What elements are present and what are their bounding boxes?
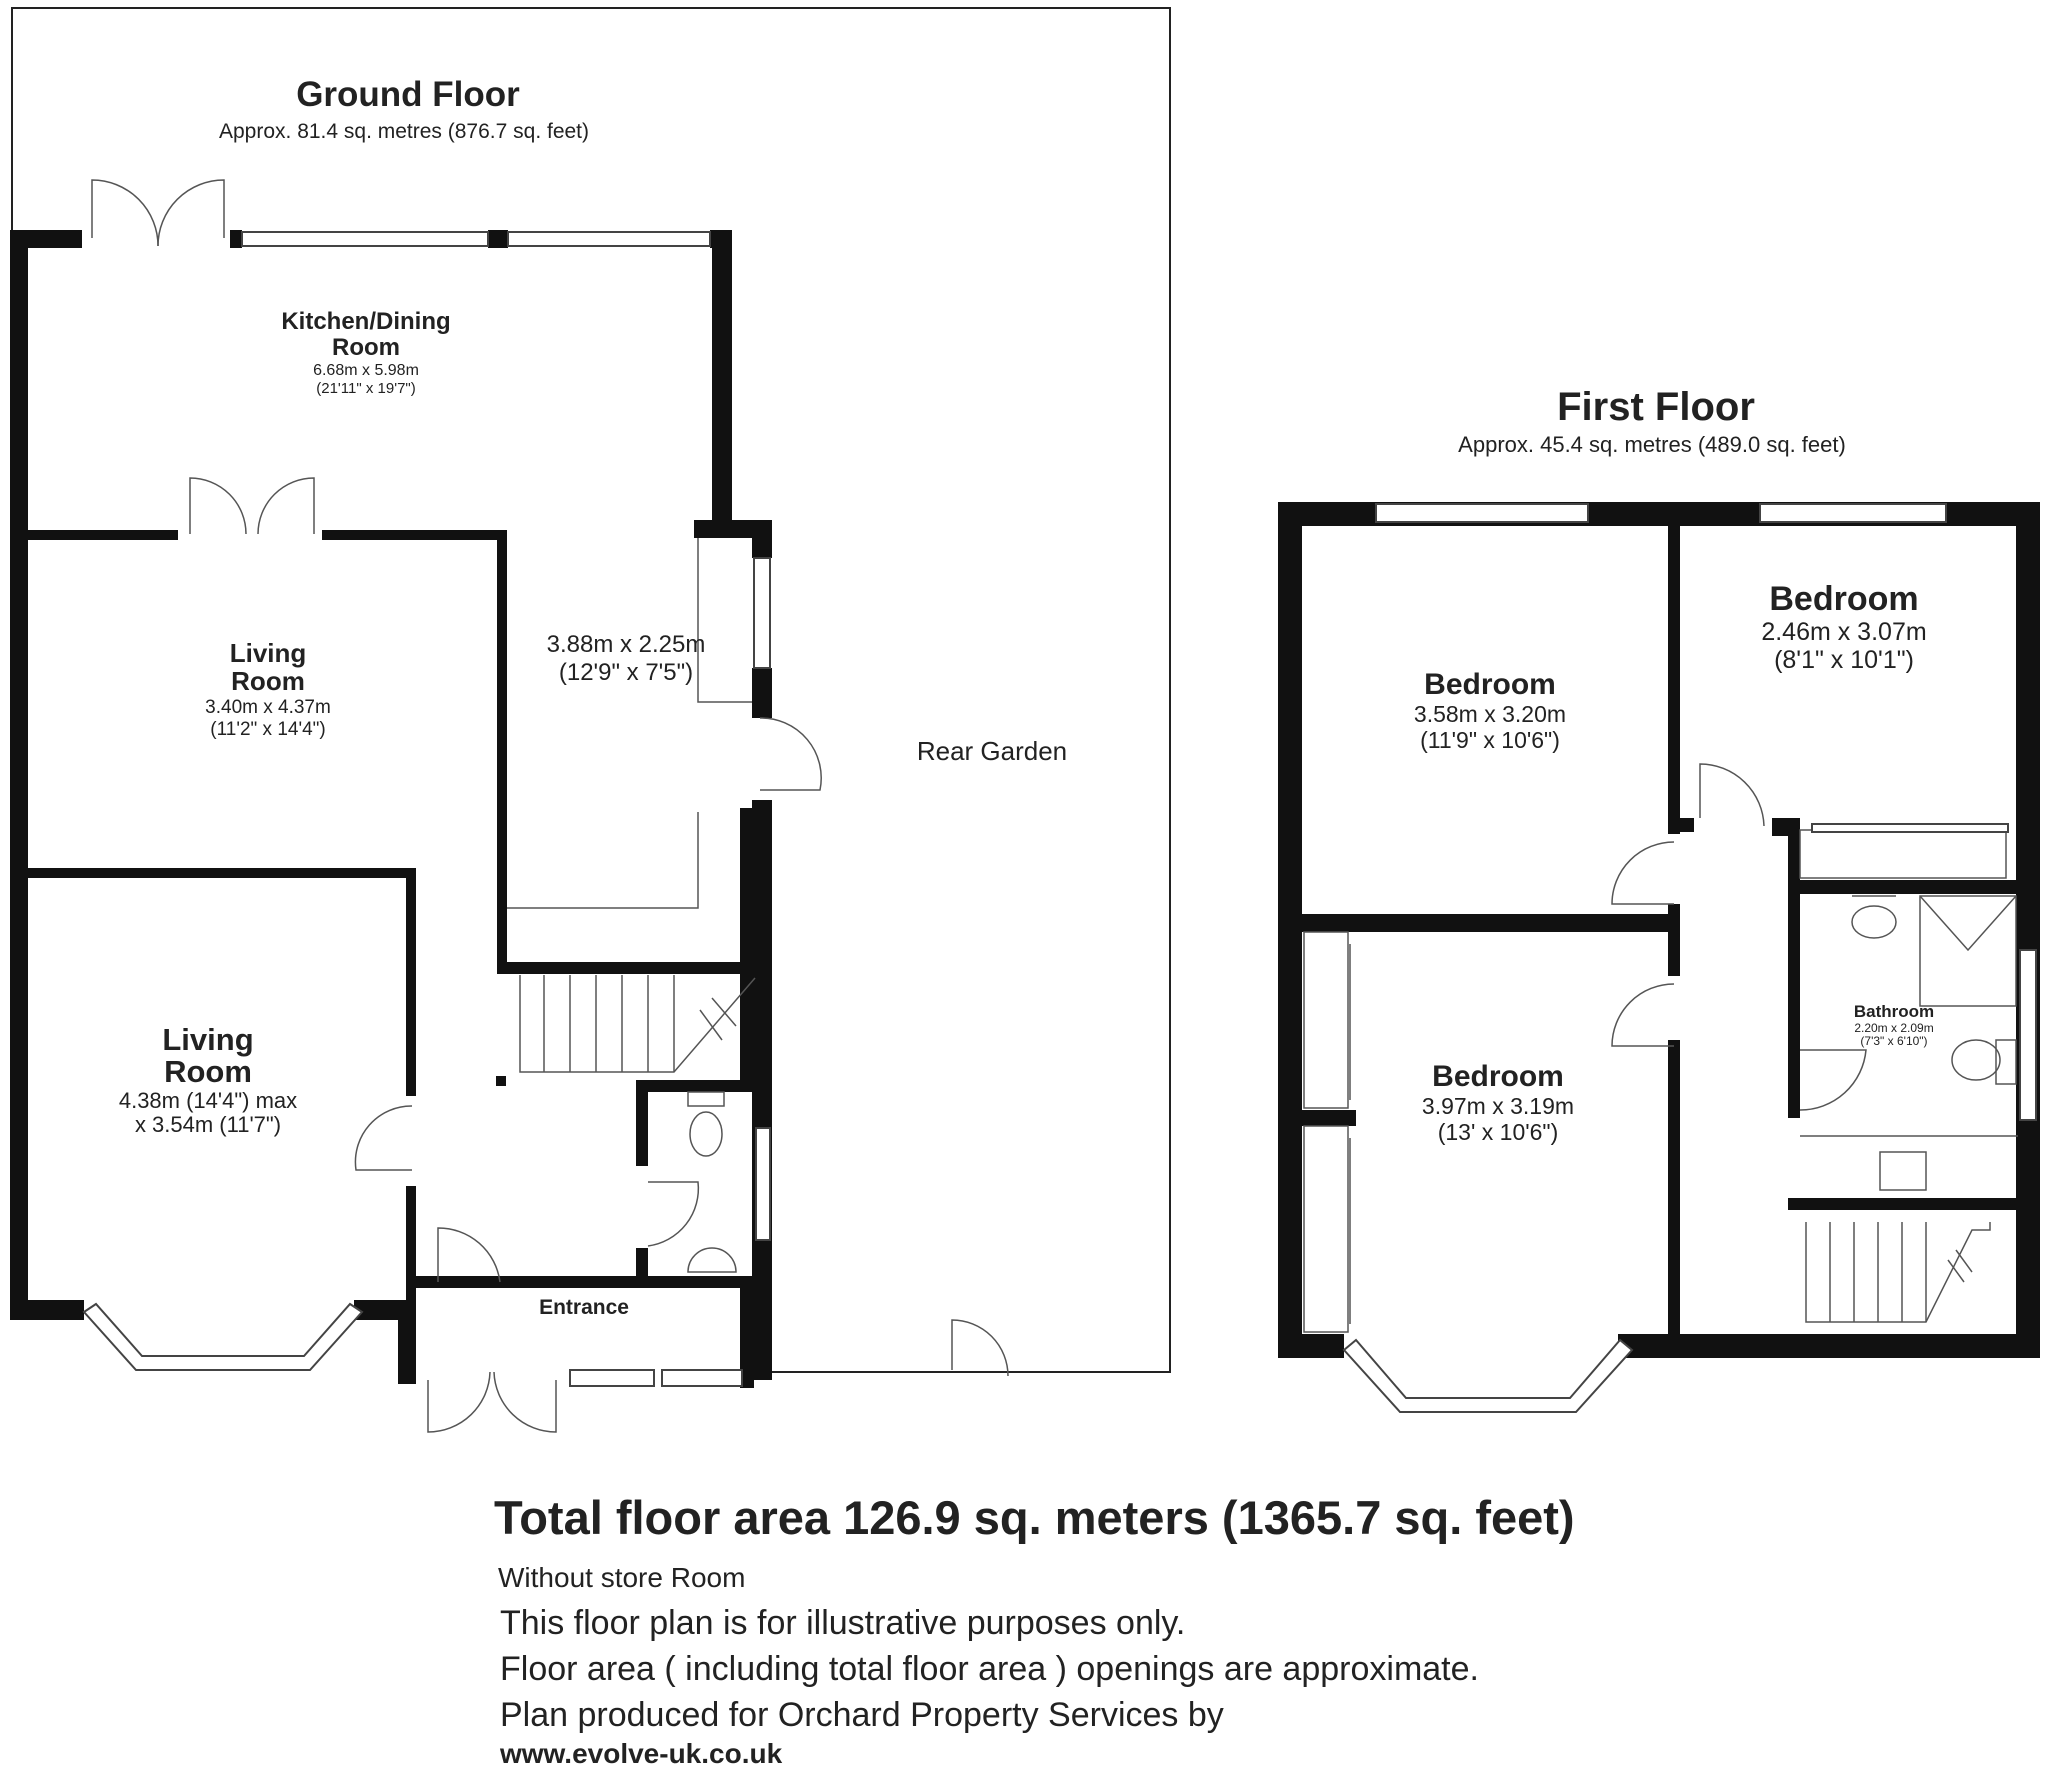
wall [416,1276,754,1288]
window [1376,504,1588,522]
wall [1668,1040,1680,1340]
entrance-label: Entrance [539,1296,629,1319]
living-rear-name-2: Room [231,666,305,696]
shower-tray [1920,896,2016,950]
wall [712,230,732,532]
bedroom-1-dims: 3.58m x 3.20m [1413,701,1567,727]
living-rear-name: Living [229,638,307,668]
wall [398,1300,416,1384]
door-swing [158,180,224,246]
door-swing [648,1182,698,1246]
living-rear-imperial: (11'2" x 14'4") [210,719,326,740]
wardrobe [1304,1126,1348,1332]
wall [752,668,772,718]
bay-window [84,1304,362,1370]
living-rear-dims: 3.40m x 4.37m [205,697,331,718]
wall [1788,818,1800,1118]
ground-floor-plan [10,8,1170,1432]
window [570,1370,654,1386]
wardrobe [1304,932,1348,1108]
living-front-name-2: Room [164,1054,252,1089]
plot-boundary [12,8,1170,1372]
sliding-door [1812,824,2008,832]
door-swing [952,1320,1008,1376]
stair-post [496,1076,506,1086]
disclaimer-line-3: Plan produced for Orchard Property Services by [500,1696,1224,1734]
bedroom-2-dims: 2.46m x 3.07m [1761,618,1927,646]
wall [230,230,242,248]
bathroom-dims: 2.20m x 2.09m [1854,1021,1934,1035]
first-floor-area: Approx. 45.4 sq. metres (489.0 sq. feet) [1458,432,1846,457]
wall-line [507,812,698,908]
stairs [1806,1222,1990,1322]
wall [406,868,416,1096]
wall [497,962,745,974]
window [756,1128,770,1240]
wall [10,230,82,248]
wall [740,808,754,1088]
website-link[interactable]: www.evolve-uk.co.uk [500,1738,783,1769]
wall [1278,502,1302,1358]
ground-floor-title: Ground Floor [296,75,520,114]
toilet-icon [690,1112,722,1156]
store-cupboard [1800,830,2006,878]
window [242,232,488,246]
window [508,232,710,246]
door-swing [428,1372,490,1432]
door-swing [1612,842,1674,904]
wall [752,520,772,558]
window [754,558,770,668]
bathroom-imperial: (7'3" x 6'10") [1860,1034,1928,1048]
living-front-imperial: x 3.54m (11'7") [134,1112,282,1137]
door-swing [1612,984,1674,1046]
stair-arrow [1948,1250,1972,1282]
kitchen-imperial: (21'11" x 19'7") [316,380,416,397]
kitchen-name-2: Room [332,334,400,361]
bedroom-1-imperial: (11'9" x 10'6") [1420,727,1560,753]
bedroom-3-dims: 3.97m x 3.19m [1421,1093,1575,1119]
wall [488,230,508,248]
bedroom-3-name: Bedroom [1432,1060,1564,1093]
door-swing [190,478,246,534]
stair-arrow [700,998,736,1040]
kitchen-ext-imperial: (12'9" x 7'5") [558,659,694,686]
toilet-icon [1852,906,1896,938]
wall [1278,1334,1344,1358]
wall [1302,1110,1356,1126]
wall [636,1080,754,1092]
wall [1788,1198,1800,1210]
door-swing [760,718,821,790]
bedroom-2-name: Bedroom [1769,580,1919,618]
wall [28,530,178,540]
wall [2016,502,2040,1358]
wall [752,800,772,1380]
disclaimer-line-2: Floor area ( including total floor area ) openings are approximate. [500,1650,1479,1688]
ground-floor-area: Approx. 81.4 sq. metres (876.7 sq. feet) [218,120,590,143]
door-swing [92,180,158,246]
living-front-name: Living [162,1022,254,1057]
wall [1668,524,1680,834]
wall [1788,880,2018,894]
rear-garden-label: Rear Garden [916,736,1068,766]
kitchen-name: Kitchen/Dining [281,308,451,335]
sink-icon [1880,1152,1926,1190]
kitchen-dims: 6.68m x 5.98m [313,362,419,379]
bedroom-2-imperial: (8'1" x 10'1") [1774,646,1914,674]
total-floor-area: Total floor area 126.9 sq. meters (1365.7 sq. feet) [494,1491,1575,1544]
door-swing [258,478,314,534]
stair-treads [1830,1222,1926,1322]
wall [10,1300,84,1320]
door-swing [1700,764,1764,826]
window [1760,504,1946,522]
kitchen-ext-dims: 3.88m x 2.25m [546,631,706,658]
bedroom-1-name: Bedroom [1424,668,1556,701]
wall [497,530,507,970]
living-front-dims: 4.38m (14'4") max [118,1088,298,1113]
cistern [1996,1040,2016,1084]
door-swing [1800,1050,1866,1110]
stairs [520,975,755,1072]
bedroom-3-imperial: (13' x 10'6") [1437,1119,1559,1145]
door-swing [494,1372,556,1432]
bay-window [1344,1340,1632,1412]
basin-icon [688,1248,736,1272]
wall [1302,914,1676,932]
window [662,1370,742,1386]
wall [1680,818,1694,832]
door-swing [355,1106,412,1170]
window [2020,950,2036,1120]
disclaimer-line-1: This floor plan is for illustrative purposes only. [500,1604,1186,1642]
wall [1788,1198,2018,1210]
wall [28,868,416,878]
wall [1618,1334,2040,1358]
wall [636,1080,648,1166]
bathroom-name: Bathroom [1853,1002,1935,1021]
door-swing [438,1228,500,1282]
wall [322,530,507,540]
stair-treads [544,975,674,1072]
labels [119,75,1934,1319]
wall-line [698,538,752,702]
store-note: Without store Room [498,1562,746,1593]
first-floor-title: First Floor [1557,385,1755,429]
toilet-cistern [688,1092,724,1106]
wall [10,230,28,1310]
bath-basin-icon [1952,1040,2000,1080]
